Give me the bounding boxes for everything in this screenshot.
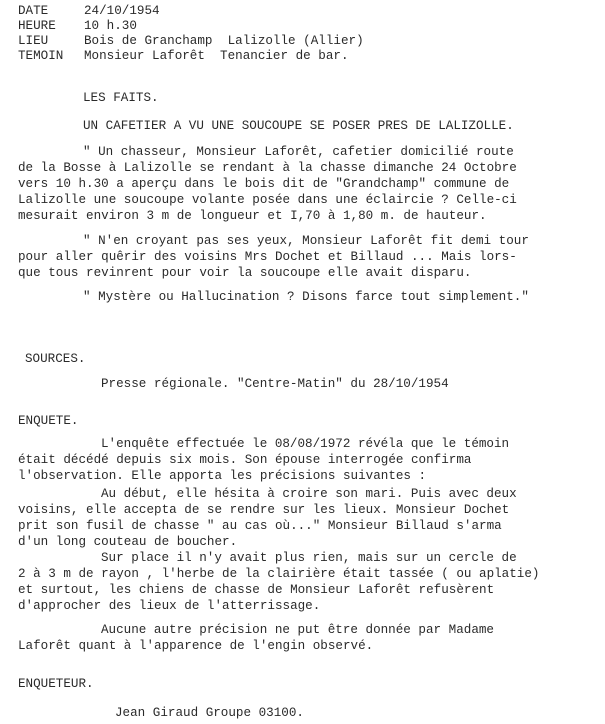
enquete-heading: ENQUETE. bbox=[18, 414, 79, 428]
text-line: vers 10 h.30 a aperçu dans le bois dit de "Grandchamp" commune de bbox=[18, 177, 510, 191]
text-line: " N'en croyant pas ses yeux, Monsieur Laforêt fit demi tour bbox=[83, 234, 529, 248]
text-line: et surtout, les chiens de chasse de Monsieur Laforêt refusèrent bbox=[18, 583, 495, 597]
place-value: Bois de Granchamp Lalizolle (Allier) bbox=[84, 34, 364, 48]
text-line: voisins, elle accepta de se rendre sur les lieux. Monsieur Dochet bbox=[18, 503, 510, 517]
text-line: Lalizolle une soucoupe volante posée dans une éclaircie ? Celle-ci bbox=[18, 193, 517, 207]
text-line: de la Bosse à Lalizolle se rendant à la chasse dimanche 24 Octobre bbox=[18, 161, 517, 175]
facts-heading: LES FAITS. bbox=[83, 91, 159, 105]
witness-value: Monsieur Laforêt Tenancier de bar. bbox=[84, 49, 349, 63]
sources-text: Presse régionale. "Centre-Matin" du 28/10/1954 bbox=[101, 377, 449, 391]
time-value: 10 h.30 bbox=[84, 19, 137, 33]
text-line: L'enquête effectuée le 08/08/1972 révéla que le témoin bbox=[101, 437, 510, 451]
text-line: Au début, elle hésita à croire son mari. Puis avec deux bbox=[101, 487, 517, 501]
text-line: pour aller quêrir des voisins Mrs Dochet et Billaud ... Mais lors- bbox=[18, 250, 517, 264]
text-line: " Un chasseur, Monsieur Laforêt, cafetier domicilié route bbox=[83, 145, 514, 159]
enqueteur-heading: ENQUETEUR. bbox=[18, 677, 94, 691]
place-label: LIEU bbox=[18, 34, 49, 48]
text-line: que tous revinrent pour voir la soucoupe elle avait disparu. bbox=[18, 266, 472, 280]
date-value: 24/10/1954 bbox=[84, 4, 160, 18]
sources-heading: SOURCES. bbox=[25, 352, 86, 366]
facts-paragraph-3: " Mystère ou Hallucination ? Disons farce tout simplement." bbox=[83, 290, 529, 304]
text-line: était décédé depuis six mois. Son épouse interrogée confirma bbox=[18, 453, 472, 467]
text-line: d'un long couteau de boucher. bbox=[18, 535, 238, 549]
witness-label: TEMOIN bbox=[18, 49, 64, 63]
text-line: l'observation. Elle apporta les précisions suivantes : bbox=[18, 469, 427, 483]
date-label: DATE bbox=[18, 4, 49, 18]
text-line: Laforêt quant à l'apparence de l'engin observé. bbox=[18, 639, 374, 653]
text-line: prit son fusil de chasse " au cas où..." Monsieur Billaud s'arma bbox=[18, 519, 502, 533]
time-label: HEURE bbox=[18, 19, 56, 33]
text-line: Sur place il n'y avait plus rien, mais sur un cercle de bbox=[101, 551, 517, 565]
facts-title: UN CAFETIER A VU UNE SOUCOUPE SE POSER PRES DE LALIZOLLE. bbox=[83, 119, 514, 133]
text-line: 2 à 3 m de rayon , l'herbe de la clairière était tassée ( ou aplatie) bbox=[18, 567, 540, 581]
text-line: mesurait environ 3 m de longueur et I,70 à 1,80 m. de hauteur. bbox=[18, 209, 487, 223]
enqueteur-name: Jean Giraud Groupe 03100. bbox=[115, 706, 304, 720]
text-line: d'approcher des lieux de l'atterrissage. bbox=[18, 599, 321, 613]
text-line: Aucune autre précision ne put être donnée par Madame bbox=[101, 623, 494, 637]
